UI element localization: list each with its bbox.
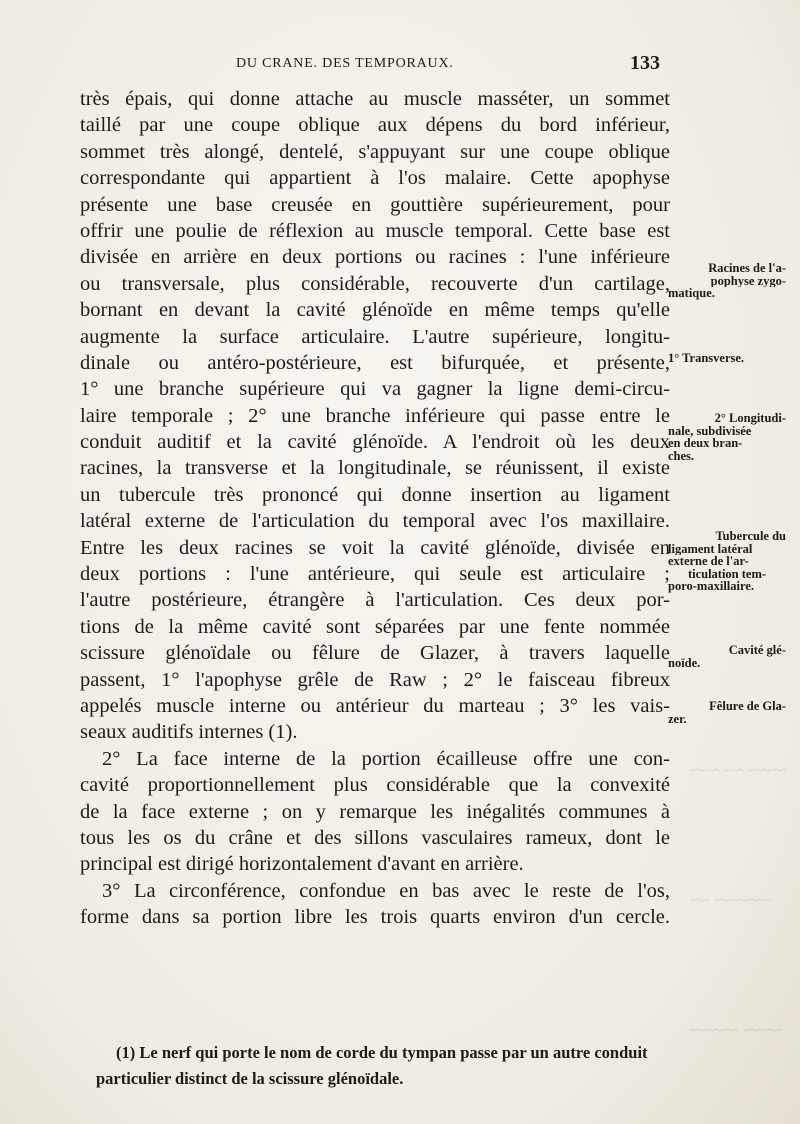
bleed-through-texture: ~~~~ ~~~~~ [690,1020,783,1040]
main-text [80,86,670,931]
footnote-line: particulier distinct de la scissure glénoïdale. [96,1069,404,1088]
margin-note-line: ticulation tem- [687,567,767,580]
text-line: conduit auditif et la cavité glénoïde. A l'endroit où les deux [80,431,670,454]
text-line: 1° une branche supérieure qui va gagner la ligne demi-circu- [80,378,670,401]
text-line: latéral externe de l'articulation du temporal avec l'os maxillaire. [80,510,670,533]
footnote-line: (1) Le nerf qui porte le nom de corde du tympan passe par un autre conduit [116,1043,648,1062]
margin-note-line: Cavité glé- [728,644,786,657]
text-line: cavité proportionnellement plus considérable que la convexité [80,774,670,797]
margin-note-felure [668,700,786,725]
text-line: seaux auditifs internes (1). [80,721,298,744]
footnote [96,1040,676,1092]
text-line: de la face externe ; on y remarque les inégalités communes à [80,800,670,823]
text-line: sommet très alongé, dentelé, s'appuyant sur une coupe oblique [80,140,670,163]
margin-note-line: pophyse zygo- [710,274,786,287]
text-line: 3° La circonférence, confondue en bas avec le reste de l'os, [102,879,670,902]
text-line: offrir une poulie de réflexion au muscle temporal. Cette base est [80,219,670,242]
margin-note-line: 2° Longitudi- [714,412,786,425]
text-line: scissure glénoïdale ou fêlure de Glazer, à travers laquelle [80,642,670,665]
margin-note-line: zer. [668,712,687,725]
text-line: dinale ou antéro-postérieure, est bifurquée, et présente, [80,351,670,374]
text-line: forme dans sa portion libre les trois quarts environ d'un cercle. [80,906,670,929]
page-header [236,52,660,78]
text-line: correspondante qui appartient à l'os malaire. Cette apophyse [80,167,670,190]
text-line: taillé par une coupe oblique aux dépens du bord inférieur, [80,114,670,137]
margin-note-line: ligament latéral [668,542,753,555]
margin-note-line: Racines de l'a- [708,262,786,275]
margin-note-transverse [668,352,786,365]
margin-note-line: ches. [668,449,695,462]
margin-note-line: externe de l'ar- [668,555,749,568]
margin-note-line: matique. [668,287,715,300]
margin-note-cavite [668,644,786,669]
running-head: DU CRANE. DES TEMPORAUX. [236,56,454,71]
text-line: présente une base creusée en gouttière supérieurement, pour [80,193,670,216]
text-line: Entre les deux racines se voit la cavité glénoïde, divisée en [80,536,670,559]
bleed-through-texture: ~~~~ ~~ ~~~ [690,760,787,780]
text-line: bornant en devant la cavité glénoïde en même temps qu'elle [80,299,670,322]
margin-note-line: Tubercule du [715,530,786,543]
text-line: augmente la surface articulaire. L'autre supérieure, longitu- [80,325,670,348]
margin-note-line: poro-maxillaire. [668,580,754,593]
margin-note-line: noïde. [668,656,701,669]
text-line: 2° La face interne de la portion écailleuse offre une con- [102,747,670,770]
text-line: racines, la transverse et la longitudinale, se réunissent, il existe [80,457,670,480]
text-line: ou transversale, plus considérable, recouverte d'un cartilage, [80,272,670,295]
margin-note-longitudinale [668,412,786,462]
text-line: passent, 1° l'apophyse grêle de Raw ; 2° le faisceau fibreux [80,668,670,691]
margin-note-racines [668,262,786,300]
text-line: tous les os du crâne et des sillons vasculaires rameux, dont le [80,826,670,849]
text-line: tions de la même cavité sont séparées par une fente nommée [80,615,670,638]
page-number: 133 [630,52,660,74]
text-line: l'autre postérieure, étrangère à l'articulation. Ces deux por- [80,589,670,612]
margin-note-line: Fêlure de Gla- [709,700,786,713]
margin-note-line: nale, subdivisée [668,424,752,437]
text-line: très épais, qui donne attache au muscle masséter, un sommet [80,88,670,110]
text-line: divisée en arrière en deux portions ou racines : l'une inférieure [80,246,670,269]
text-line: deux portions : l'une antérieure, qui seule est articulaire ; [80,563,670,586]
text-line: un tubercule très prononcé qui donne insertion au ligament [80,483,670,506]
margin-note-line: 1° Transverse. [668,352,745,365]
text-line: laire temporale ; 2° une branche inférieure qui passe entre le [80,404,670,427]
margin-note-tubercule [668,530,786,593]
margin-note-line: en deux bran- [668,437,743,450]
text-line: principal est dirigé horizontalement d'avant en arrière. [80,853,524,876]
text-line: appelés muscle interne ou antérieur du marteau ; 3° les vais- [80,694,670,717]
bleed-through-texture: ~~~~~~ ~~ [690,890,773,910]
